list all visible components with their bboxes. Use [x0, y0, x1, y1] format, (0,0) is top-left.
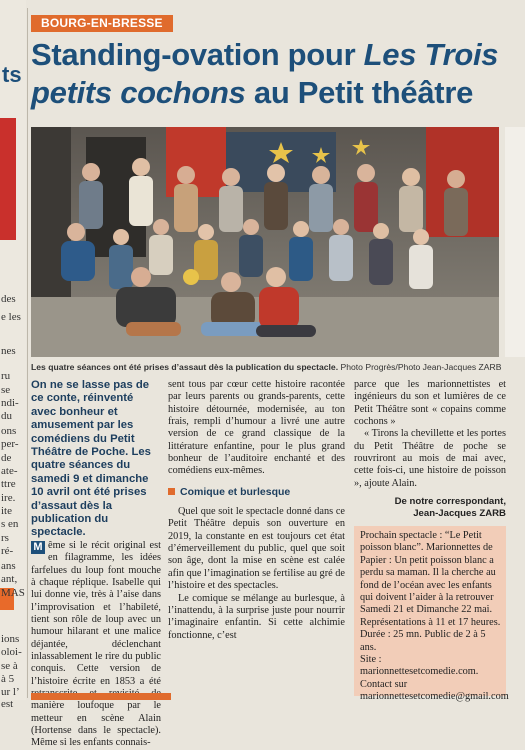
infobox-paragraph-2: Samedi 21 et Dimanche 22 mai. Représentations à 11 et 17 heures. Durée : 25 mn. Public de 2 à 5 ans. — [360, 604, 501, 653]
page-margin — [505, 127, 525, 357]
previous-article-text-fragment: se à — [1, 660, 18, 672]
headline-part2: au Petit théâtre — [245, 75, 474, 110]
article-body-paragraph-2: sent tous par cœur cette histoire racontée par leurs parents ou grands-parents, cette histoire détournée, modernisée, au ton frais, rempli d’humour a livré une autre version de ce grand classique de la littérature enfantine, pour le plus grand bonheur de l’auditoire enchanté et des comédiens eux-mêmes. — [168, 379, 345, 477]
author-signature — [354, 496, 506, 519]
signature-line-2: Jean-Jacques ZARB — [413, 507, 506, 519]
previous-article-text-fragment: per- — [1, 438, 19, 450]
previous-article-text-fragment: des — [1, 293, 16, 305]
orange-square-icon — [168, 488, 175, 495]
photo-credit: Photo Progrès/Photo Jean-Jacques ZARB — [338, 362, 502, 372]
previous-article-column — [0, 0, 26, 710]
previous-article-text-fragment: à 5 — [1, 673, 15, 685]
previous-headline-fragment: ts — [2, 62, 22, 87]
previous-article-text-fragment: oloi- — [1, 646, 22, 658]
next-show-infobox — [354, 526, 509, 703]
previous-article-text-fragment: ru — [1, 370, 11, 382]
previous-article-text-fragment: est — [1, 698, 14, 710]
previous-article-text-fragment: nes — [1, 345, 16, 357]
infobox-paragraph-3: Site : marionnettesetcomedie.com. Contact sur marionnettesetcomedie@gmail.com — [360, 654, 509, 703]
previous-article-text-fragment: ur l’ — [1, 686, 20, 698]
section-subheading — [168, 486, 345, 498]
previous-article-text-fragment: ons — [1, 425, 17, 437]
previous-article-text-fragment: ans — [1, 560, 16, 572]
previous-article-text-fragment: ire. — [1, 492, 16, 504]
section-kicker: BOURG-EN-BRESSE — [31, 15, 173, 32]
signature-line-1: De notre correspondant, — [394, 496, 506, 508]
body1-text: ême si le récit original est en filagramme, les idées farfelues du loup font mouche à chaque réplique. Isabelle qui lui donne vie, très à l’aise dans l’improvisation et l’habileté, tient son rôle de loup avec un humour hilarant et une malice déjantée, déclenchant inlassablement le rire du public conquis. Cette version de l’histoire écrite en 1853 a été manière loufoque par le metteur en scène Alain (Hortense dans le spectacle). Même si les enfants connais- — [31, 539, 161, 749]
group-photo-illustration — [31, 127, 499, 357]
article-column-3 — [354, 379, 506, 519]
next-article-tag-fragment — [31, 693, 171, 700]
previous-article-text-fragment: de — [1, 452, 12, 464]
caption-text: Les quatre séances ont été prises d’assaut dès la publication du spectacle. — [31, 362, 339, 372]
drop-cap: M — [31, 541, 45, 554]
article-body-paragraph-6: « Tirons la chevillette et les portes du Petit Théâtre de poche se rouvriront au mois de mai avec, cette fois-ci, une histoire de poisson », ajoute Alain. — [354, 428, 506, 489]
column-divider — [27, 8, 28, 698]
infobox-paragraph-1: Prochain spectacle : “Le Petit poisson blanc”. Marionnettes de Papier : Un petit poisson blanc a perdu sa maman. Il la cherche au fond de l’océan avec les enfants qui doivent l’aider à la retrouver — [360, 530, 496, 604]
photo-caption — [31, 362, 502, 372]
red-photo-fragment — [0, 118, 16, 240]
previous-article-text-fragment: ite — [1, 505, 12, 517]
previous-article-text-fragment: MAS — [1, 587, 25, 599]
previous-article-text-fragment: ndi- — [1, 397, 19, 409]
previous-article-text-fragment: ant, — [1, 573, 18, 585]
headline-italic-title: Les Trois petits cochons — [31, 37, 499, 110]
article-body-paragraph-1 — [31, 540, 161, 750]
previous-article-text-fragment: ate- — [1, 465, 18, 477]
previous-article-text-fragment: ions — [1, 633, 20, 645]
previous-article-text-fragment: ttre — [1, 478, 16, 490]
article-headline — [31, 36, 521, 112]
previous-article-text-fragment: s en — [1, 518, 19, 530]
article-photo — [31, 127, 499, 357]
subheading-text: Comique et burlesque — [180, 485, 291, 498]
previous-article-text-fragment: rs — [1, 532, 9, 544]
article-body-paragraph-3: Quel que soit le spectacle donné dans ce Petit Théâtre depuis son ouverture en 2019, la constante en est toujours cet état d’émerveillement du public, quel que soit son âge, dont la mise en scène est calée afin que l’imagination se fertilise au gré de l’histoire et des spectacles. — [168, 506, 345, 592]
previous-article-text-fragment: se — [1, 384, 11, 396]
previous-article-text-fragment: ré- — [1, 545, 14, 557]
previous-article-text-fragment: du — [1, 410, 12, 422]
article-lede: On ne se lasse pas de ce conte, réinventé avec bonheur et amusement par les comédiens du Petit Théâtre de Poche. Les quatre séances du samedi 9 et dimanche 10 avril ont été prises d’assaut dès la publication du spectacle. — [31, 379, 151, 539]
article-body-paragraph-4: Le comique se mélange au burlesque, à l’inattendu, à la surprise juste pour nourrir l’imaginaire enfantin. Si cette alchimie fonctionne, c’est — [168, 592, 345, 641]
article-column-2 — [168, 379, 345, 642]
article-body-paragraph-5: parce que les marionnettistes et ingénieurs du son et lumières de ce Petit Théâtre sont « copains comme cochons » — [354, 379, 506, 428]
headline-part1: Standing-ovation pour — [31, 37, 364, 72]
previous-article-text-fragment: e les — [1, 311, 21, 323]
